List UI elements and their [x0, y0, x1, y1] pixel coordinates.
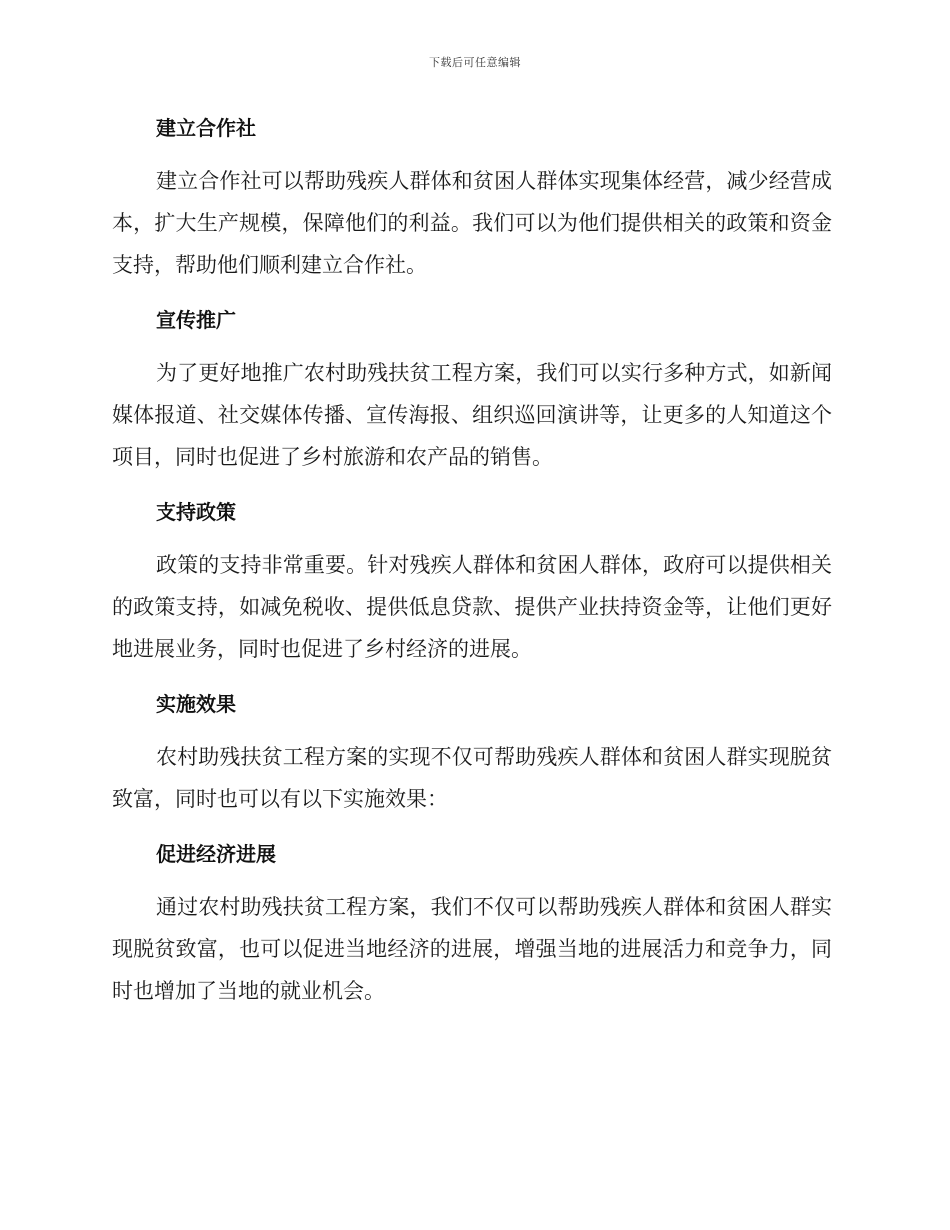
- section-policy: [112, 492, 832, 670]
- section-paragraph: 为了更好地推广农村助残扶贫工程方案，我们可以实行多种方式，如新闻媒体报道、社交媒体传播、宣传海报、组织巡回演讲等，让更多的人知道这个项目，同时也促进了乡村旅游和农产品的销售。: [112, 361, 832, 469]
- section-heading: 实施效果: [156, 692, 236, 716]
- section-paragraph: 农村助残扶贫工程方案的实现不仅可帮助残疾人群体和贫困人群实现脱贫致富，同时也可以有以下实施效果：: [112, 745, 832, 811]
- section-cooperative: [112, 108, 832, 286]
- section-heading: 宣传推广: [156, 308, 236, 332]
- section-heading: 建立合作社: [156, 116, 256, 140]
- section-paragraph: 建立合作社可以帮助残疾人群体和贫困人群体实现集体经营，减少经营成本，扩大生产规模，保障他们的利益。我们可以为他们提供相关的政策和资金支持，帮助他们顺利建立合作社。: [112, 169, 832, 277]
- section-effects: [112, 684, 832, 820]
- section-paragraph: 通过农村助残扶贫工程方案，我们不仅可以帮助残疾人群体和贫困人群实现脱贫致富，也可以促进当地经济的进展，增强当地的进展活力和竞争力，同时也增加了当地的就业机会。: [112, 895, 832, 1003]
- document-body: [112, 108, 832, 1026]
- section-promotion: [112, 300, 832, 478]
- page-header-note: 下载后可任意编辑: [429, 56, 521, 69]
- section-paragraph: 政策的支持非常重要。针对残疾人群体和贫困人群体，政府可以提供相关的政策支持，如减免税收、提供低息贷款、提供产业扶持资金等，让他们更好地进展业务，同时也促进了乡村经济的进展。: [112, 553, 832, 661]
- section-heading: 支持政策: [156, 500, 236, 524]
- section-economic-growth: [112, 834, 832, 1012]
- section-heading: 促进经济进展: [156, 842, 276, 866]
